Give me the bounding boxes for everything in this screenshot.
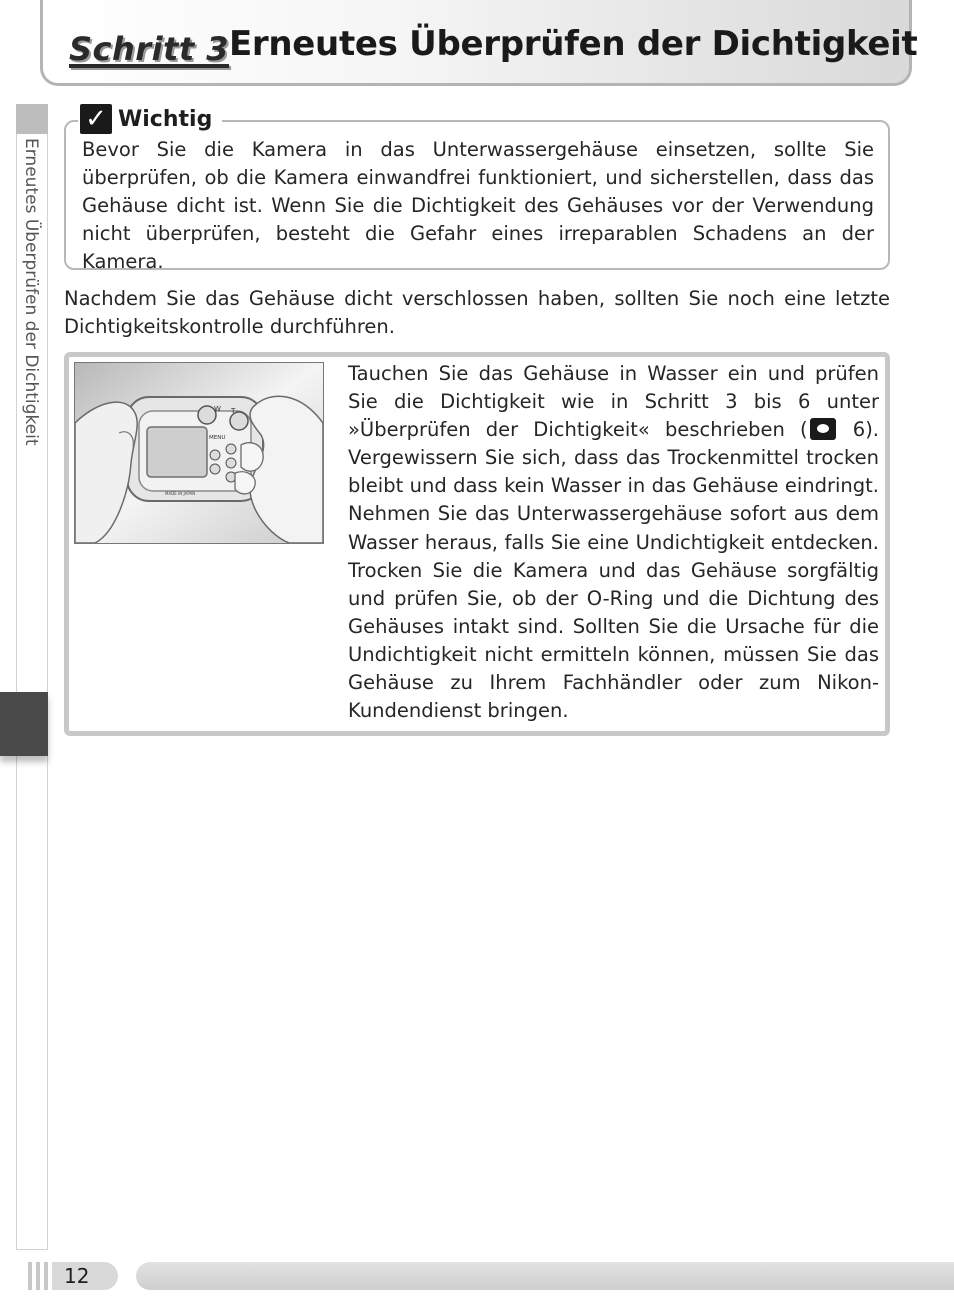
side-tab-header-bar (16, 104, 48, 134)
step-label: Schritt 3 (69, 30, 230, 68)
page-reference-icon (810, 418, 836, 440)
page-reference-number: 6 (852, 418, 866, 442)
housing-photo (74, 362, 324, 544)
important-note-text: Bevor Sie die Kamera in das Unterwassergehäuse einsetzen, sollte Sie überprüfen, ob die Kamera einwandfrei funktioniert, und sicherstellen, dass das Gehäuse dicht ist. Wenn Sie die Dichtigkeit des Gehäuses vor der Verwendung nicht überprüfen, besteht die Gefahr eines irreparablen Schadens an der Kamera. (82, 138, 874, 273)
page-title: Erneutes Überprüfen der Dichtigkeit (229, 24, 918, 64)
important-note-label: Wichtig (118, 106, 213, 132)
section-side-tab (16, 104, 48, 1250)
page-number: 12 (64, 1264, 90, 1288)
section-thumb-index-marker (0, 692, 48, 756)
instruction-text-part-1: Tauchen Sie das Gehäuse in Wasser ein und prüfen Sie die Dichtigkeit wie in Schritt 3 bis 6 unter »Überprüfen der Dichtigkeit« beschrieben ( (348, 362, 879, 442)
section-side-label: Erneutes Überprüfen der Dichtigkeit (21, 138, 41, 446)
footer-stripes (28, 1262, 50, 1290)
instruction-text (348, 360, 879, 725)
instruction-text-part-2: ). Vergewissern Sie sich, dass das Trockenmittel trocken bleibt und dass kein Wasser in das Gehäuse eindringt. Nehmen Sie das Unterwassergehäuse sofort aus dem Wasser heraus, falls Sie eine Undichtigkeit entdecken. Trocken Sie die Kamera und das Gehäuse sorgfältig und prüfen Sie, ob der O-Ring und die Dichtung des Gehäuses intakt sind. Sollten Sie die Ursache für die Undichtigkeit nicht ermitteln können, müssen Sie das Gehäuse zu Ihrem Fachhändler oder zum Nikon-Kundendienst bringen. (348, 418, 880, 723)
checkmark-icon: ✓ (80, 104, 112, 134)
intro-paragraph: Nachdem Sie das Gehäuse dicht verschlossen haben, sollten Sie noch eine letzte Dichtigkeitskontrolle durchführen. (64, 287, 890, 338)
important-note-heading (78, 102, 222, 136)
photo-label-w: W (214, 405, 221, 413)
chapter-header (40, 0, 918, 86)
footer-bar (136, 1262, 954, 1290)
photo-label-made-in: MADE IN JAPAN (165, 491, 196, 496)
hands-holding-housing-illustration (75, 363, 323, 543)
photo-label-menu: MENU (209, 435, 226, 441)
photo-label-t: T (231, 407, 236, 415)
